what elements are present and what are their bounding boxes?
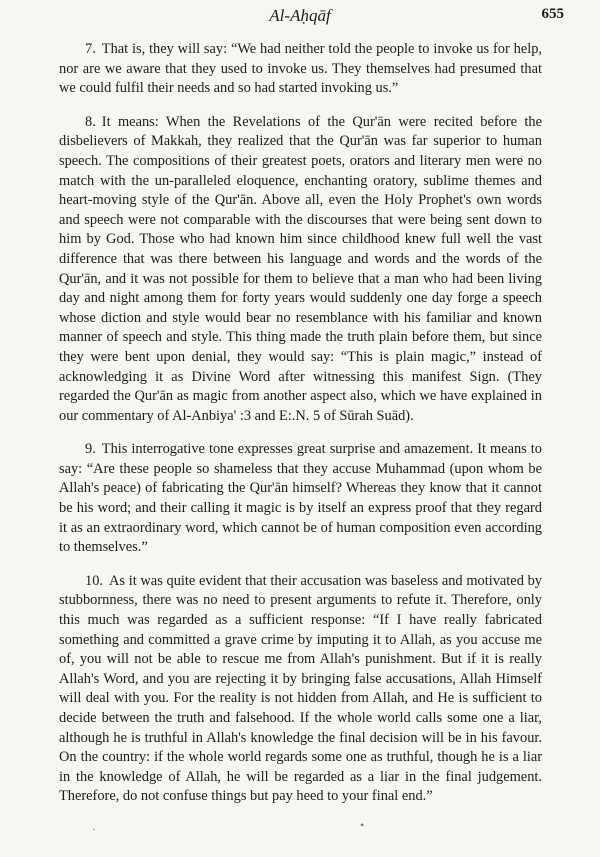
note-text: That is, they will say: “We had neither told the people to invoke us for help, nor are we aware that they used to invoke us. They themselves had presumed that we could fulfil their needs and so had started invoking us.” bbox=[59, 41, 542, 97]
note-text: This interrogative tone expresses great surprise and amazement. It means to say: “Are these people so shameless that they accuse Muhammad (upon whom be Allah's peace) of fabricating the Qur'ān himself? Whereas they know that it cannot be his word; and their calling it magic is by itself an express proof that they regard it as an extraordinary word, which cannot be of human composition even according to themselves.” bbox=[59, 441, 542, 556]
scan-speck: · bbox=[92, 822, 96, 836]
note-text: It means: When the Revelations of the Qur'ān were recited before the disbelievers of Makkah, they realized that the Qur'ān was far superior to human speech. The compositions of their greatest poets, orators and literary men were no match with the un-paralleled eloquence, enchanting oratory, sublime themes and heart-moving style of the Qur'ān. Above all, even the Holy Prophet's own words and speech were not comparable with the discourses that were being sent down to him by God. Those who had known him since childhood knew full well the vast difference that was there between his language and words and the words of the Qur'ān, and it was not possible for them to believe that a man who had been living day and night among them for forty years would suddenly one day forge a speech whose diction and style would bear no resemblance with his familiar and known manner of speech and style. This thing made the truth plain before them, but since they were bent upon denial, they would say: “This is plain magic,” instead of acknowledging it as Divine Word after witnessing this manifest Sign. (They regarded the Qur'ān as magic from another aspect also, which we have explained in our commentary of Al-Anbiya' :3 and E:.N. 5 of Sūrah Suād). bbox=[59, 113, 542, 424]
note-8 bbox=[59, 113, 542, 427]
note-7 bbox=[59, 40, 542, 99]
commentary-notes bbox=[59, 40, 542, 821]
note-number: 9. bbox=[85, 441, 96, 458]
note-number: 7. bbox=[85, 41, 96, 57]
running-title: Al-Aḥqāf bbox=[269, 6, 331, 25]
note-number: 8. bbox=[85, 113, 96, 130]
note-number: 10. bbox=[85, 572, 103, 589]
note-text: As it was quite evident that their accusation was baseless and motivated by stubbornness, there was no need to present arguments to refute it. Therefore, only this much was regarded as a sufficient response: “If I have really fabricated something and committed a grave crime by imputing it to Allah, as you accuse me of, you will not be able to rescue me from Allah's punishment. But if it is really Allah's Word, and you are rejecting it by bringing false accusations, Allah Himself will deal with you. For the reality is not hidden from Allah, and He is sufficient to decide between the truth and falsehood. If the whole world calls some one a liar, although he is truthful in Allah's knowledge the final decision will be in his favour. On the country: if the whole world regards some one as truthful, though he is a liar in the knowledge of Allah, he will be regarded as a liar in the final judgement. Therefore, do not confuse things but pay heed to your final end.” bbox=[59, 572, 542, 805]
scan-speck: • bbox=[360, 818, 365, 832]
page-number: 655 bbox=[541, 6, 564, 22]
running-header bbox=[0, 6, 600, 30]
note-9 bbox=[59, 440, 542, 558]
note-10 bbox=[59, 572, 542, 807]
